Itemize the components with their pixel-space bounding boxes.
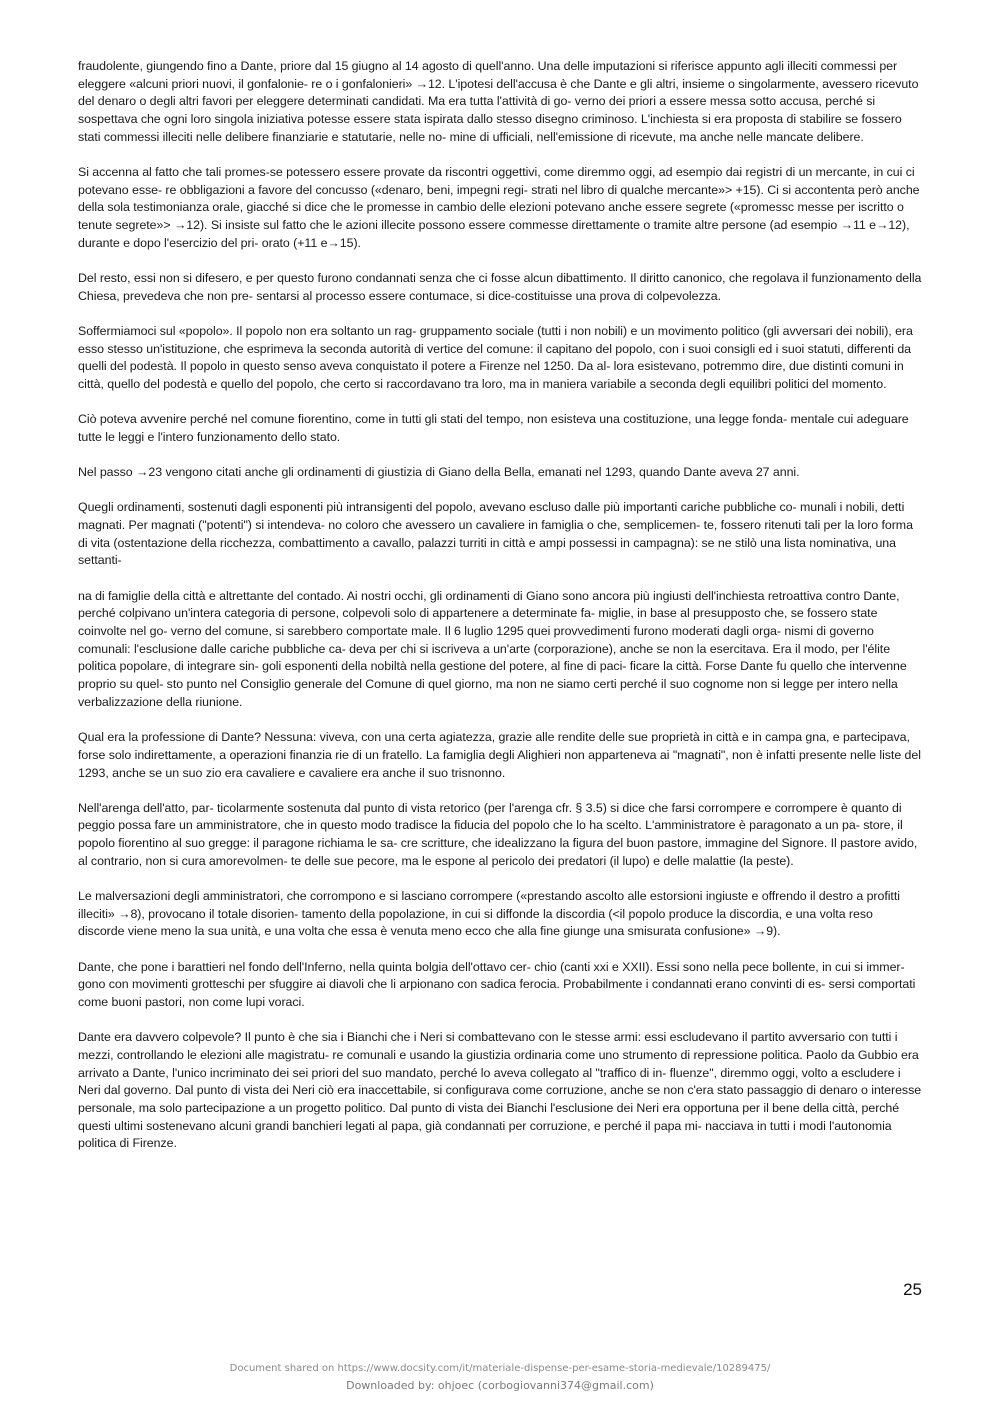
body-text <box>78 58 922 1171</box>
paragraph: Nel passo →23 vengono citati anche gli ordinamenti di giustizia di Giano della Bella, emanati nel 1293, quando Dante aveva 27 anni. <box>78 465 800 480</box>
paragraph: Dante era davvero colpevole? Il punto è che sia i Bianchi che i Neri si combattevano con le stesse armi: essi escludevano il partito avversario con tutti i mezzi, controllando le elezioni alle magistratu- re comunali e usando la giustizia ordinaria come uno strumento di repressione politica. Paolo da Gubbio era arrivato a Dante, l'unico incriminato dei sei priori del suo mandato, perché lo aveva collegato al "traffico di in- fluenze", diremmo oggi, volto a escludere i Neri dal governo. Dal punto di vista dei Neri ciò era inaccettabile, si configurava come corruzione, anche se non c'era stato passaggio di denaro o interesse personale, ma solo partecipazione a un progetto politico. Dal punto di vista dei Bianchi l'esclusione dei Neri era opportuna per il bene della città, perché questi ultimi sostenevano alcuni grandi banchieri legati al papa, già condannati per corruzione, e perché il papa mi- nacciava in tutti i modi l'autonomia politica di Firenze. <box>78 1030 922 1151</box>
paragraph: fraudolente, giungendo fino a Dante, priore dal 15 giugno al 14 agosto di quell'anno. Una delle imputazioni si riferisce appunto agli illeciti commessi per eleggere «alcuni priori nuovi, il gonfalonie- re o i gonfalonieri» →12. L'ipotesi dell'accusa è che Dante e gli altri, insieme o singolarmente, avessero ricevuto del denaro o degli altri favori per eleggere determinati candidati. Ma era tutta l'attività di go- verno dei priori a essere messa sotto accusa, perché si sospettava che ogni loro singola iniziativa potesse essere stata ispirata dallo stesso disegno criminoso. L'inchiesta si era proposta di stabilire se fossero stati commessi illeciti nelle delibere finanziarie e statutarie, nelle no- mine di ufficiali, nell'emissione di ricevute, ma anche nelle mancate delibere. <box>78 59 919 144</box>
paragraph: Dante, che pone i barattieri nel fondo dell'Inferno, nella quinta bolgia dell'ottavo cer- chio (canti xxi e XXII). Essi sono nella pece bollente, in cui si immer- gono con movimenti grotteschi per sfuggire ai diavoli che li arpionano con sadica ferocia. Probabilmente i condannati erano convinti di es- sersi comportati come buoni pastori, non come lupi voraci. <box>78 959 916 1010</box>
page-number: 25 <box>903 1280 922 1299</box>
footer-shared-link[interactable]: Document shared on https://www.docsity.com/it/materiale-dispense-per-esame-storia-medievale/10289475/ <box>229 1363 771 1374</box>
paragraph: Si accenna al fatto che tali promes-se potessero essere provate da riscontri oggettivi, come diremmo oggi, ad esempio dai registri di un mercante, in cui ci potevano esse- re obbligazioni a favore del concusso («denaro, beni, impegni regi- strati nel libro di qualche mercante»> +15). Ci si accontenta però anche della sola testimonianza orale, giacché si dice che le promesse in cambio delle elezioni potevano anche essere segrete («promessc messe per iscritto o tenute segrete»> →12). Si insiste sul fatto che le azioni illecite possono essere commesse direttamente o tramite altre persone (ad esempio →11 e→12), durante e dopo l'esercizio del pri- orato (+11 e→15). <box>78 165 920 250</box>
paragraph: na di famiglie della città e altrettante del contado. Ai nostri occhi, gli ordinamenti di Giano sono ancora più ingiusti dell'inchiesta retroattiva contro Dante, perché colpivano un'intera categoria di persone, colpevoli solo di appartenere a determinate fa- miglie, in base al presupposto che, se fossero state coinvolte nel go- verno del comune, si sarebbero comportate male. Il 6 luglio 1295 quei provvedimenti furono moderati dagli orga- nismi di governo comunali: l'esclusione dalle cariche pubbliche ca- deva per chi si iscriveva a un'arte (corporazione), anche se non la esercitava. Era il modo, per l'élite politica popolare, di integrare sin- goli esponenti della nobiltà nella gestione del potere, al fine di paci- ficare la città. Forse Dante fu quello che intervenne proprio su quel- sto punto nel Consiglio generale del Comune di quel giorno, ma non ne siamo certi perché il suo cognome non si legge per intero nella verbalizzazione della riunione. <box>78 588 907 709</box>
footer-downloaded-by: Downloaded by: ohjoec (corbogiovanni374@gmail.com) <box>346 1379 654 1392</box>
paragraph: Quegli ordinamenti, sostenuti dagli esponenti più intransigenti del popolo, avevano escluso dalle più importanti cariche pubbliche co- munali i nobili, detti magnati. Per magnati ("potenti") si intendeva- no coloro che avessero un cavaliere in famiglia o che, semplicemen- te, fossero ritenuti tali per la loro forma di vita (ostentazione della ricchezza, combattimento a cavallo, palazzi turriti in città e ampi possessi in campagna): se ne stilò una lista nominativa, una settanti- <box>78 500 913 568</box>
paragraph: Nell'arenga dell'atto, par- ticolarmente sostenuta dal punto di vista retorico (per l'arenga cfr. § 3.5) si dice che farsi corrompere e corrompere è quanto di peggio possa fare un amministratore, che in questo modo tradisce la fiducia del popolo che lo ha scelto. L'amministratore è paragonato a un pa- store, il popolo fiorentino al suo gregge: il paragone richiama le sa- cre scritture, che idealizzano la figura del buon pastore, immagine del Signore. Il pastore avido, al contrario, non si cura amorevolmen- te delle sue pecore, ma le espone al pericolo dei predatori (il lupo) e delle malattie (la peste). <box>78 800 918 868</box>
paragraph: Qual era la professione di Dante? Nessuna: viveva, con una certa agiatezza, grazie alle rendite delle sue proprietà in città e in campa gna, e partecipava, forse solo indirettamente, a operazioni finanzia rie di un fratello. La famiglia degli Alighieri non apparteneva ai "magnati", non è infatti presente nelle liste del 1293, anche se un suo zio era cavaliere e cavaliere era anche il suo trisnonno. <box>78 730 921 780</box>
paragraph: Le malversazioni degli amministratori, che corrompono e si lasciano corrompere («prestando ascolto alle estorsioni ingiuste e offrendo il destro a profitti illeciti» →8), provocano il totale disorien- tamento della popolazione, in cui si diffonde la discordia (<il popolo produce la discordia, e una volta reso discorde viene meno la sua unità, e una volta che essa è venuta meno ecco che alla fine giunge una smisurata confusione» →9). <box>78 889 900 939</box>
paragraph: Del resto, essi non si difesero, e per questo furono condannati senza che ci fosse alcun dibattimento. Il diritto canonico, che regolava il funzionamento della Chiesa, prevedeva che non pre- sentarsi al processo essere contumace, si dice-costituisse una prova di colpevolezza. <box>78 271 922 303</box>
paragraph: Soffermiamoci sul «popolo». Il popolo non era soltanto un rag- gruppamento sociale (tutti i non nobili) e un movimento politico (gli avversari dei nobili), era esso stesso un'istituzione, che esprimeva la seconda autorità di vertice del comune: il capitano del popolo, con i suoi consigli ed i suoi statuti, differenti da quelli del podestà. Il popolo in questo senso aveva conquistato il potere a Firenze nel 1250. Da al- lora esistevano, potremmo dire, due distinti comuni in città, quello del podestà e quello del popolo, che certo si raccordavano tra loro, ma in maniera variabile a seconda degli equilibri politici del momento. <box>78 323 913 392</box>
paragraph: Ciò poteva avvenire perché nel comune fiorentino, come in tutti gli stati del tempo, non esisteva una costituzione, una legge fonda- mentale cui adeguare tutte le leggi e l'intero funzionamento dello stato. <box>78 412 909 444</box>
